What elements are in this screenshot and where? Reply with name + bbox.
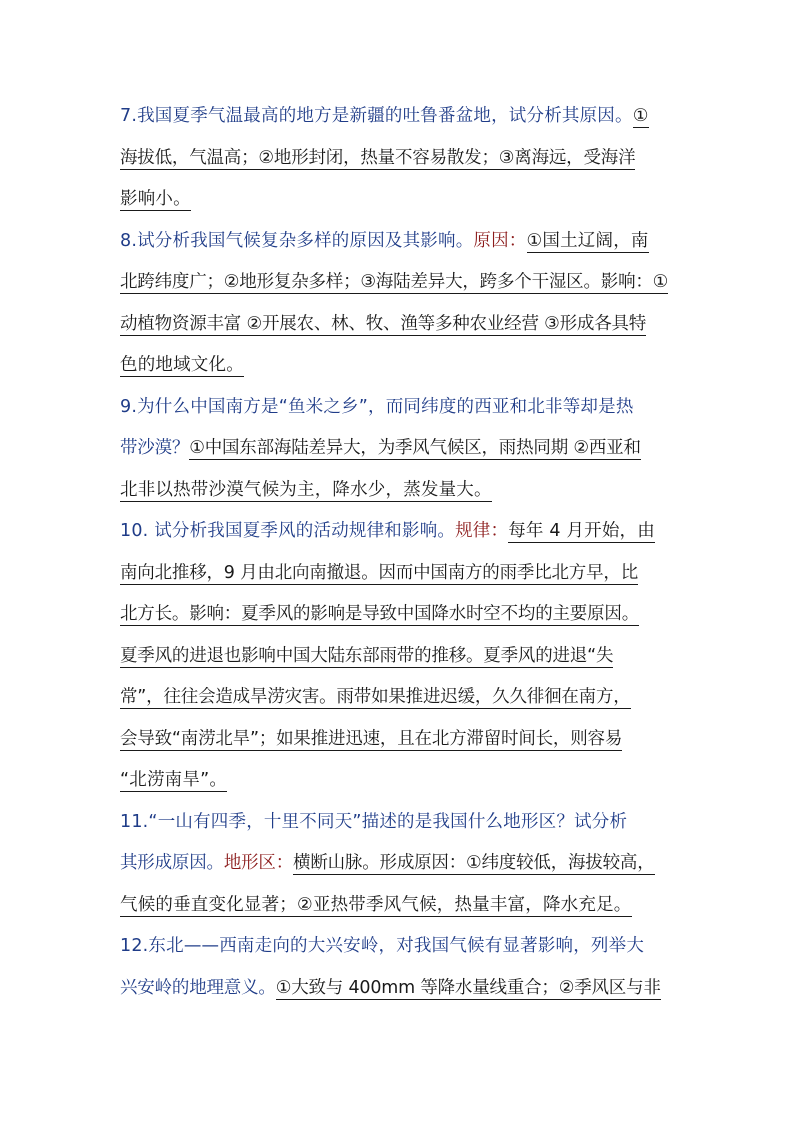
answer-text: 常”，往往会造成旱涝灾害。雨带如果推进迟缓，久久徘徊在南方， <box>120 687 631 707</box>
answer-text: 夏季风的进退也影响中国大陆东部雨带的推移。夏季风的进退“失 <box>120 645 614 666</box>
question-text: 兴安岭的地理意义。 <box>120 977 276 998</box>
answer-text: “北涝南旱”。 <box>120 770 228 790</box>
question-text: 其形成原因。 <box>120 853 224 873</box>
question-text: 7.我国夏季气温最高的地方是新疆的吐鲁番盆地，试分析其原因。 <box>120 106 633 126</box>
answer-text: 影响小。 <box>120 189 191 209</box>
question-text: 带沙漠？ <box>120 438 190 458</box>
answer-text: 横断山脉。形成原因：①纬度较低，海拔较高， <box>293 853 655 873</box>
question-text: 9.为什么中国南方是“鱼米之乡”，而同纬度的西亚和北非等却是热 <box>120 396 634 417</box>
answer-text: 每年 4 月开始，由 <box>508 521 655 541</box>
answer-label: 规律： <box>455 521 509 541</box>
text-line <box>120 885 690 927</box>
answer-text: 会导致“南涝北旱”；如果推进迅速，且在北方滞留时间长，则容易 <box>120 728 623 749</box>
question-text: 12.东北——西南走向的大兴安岭，对我国气候有显著影响，列举大 <box>120 936 645 956</box>
text-line <box>120 968 690 1010</box>
text-line <box>120 843 690 885</box>
text-line <box>120 636 690 678</box>
text-line <box>120 719 690 761</box>
question-text: 10. 试分析我国夏季风的活动规律和影响。 <box>120 521 456 541</box>
answer-text: 南向北推移，9 月由北向南撤退。因而中国南方的雨季比北方早，比 <box>120 562 638 583</box>
answer-text: 北跨纬度广；②地形复杂多样；③海陆差异大，跨多个干湿区。影响：① <box>120 272 669 292</box>
answer-text: ①大致与 400mm 等降水量线重合；②季风区与非 <box>275 977 661 998</box>
answer-label: 地形区： <box>223 853 294 873</box>
answer-text: ① <box>632 106 649 126</box>
text-line <box>120 553 690 595</box>
text-line <box>120 760 690 802</box>
text-line <box>120 304 690 346</box>
text-line <box>120 179 690 221</box>
answer-text: 北方长。影响：夏季风的影响是导致中国降水时空不均的主要原因。 <box>120 604 639 624</box>
text-line <box>120 221 690 263</box>
text-line <box>120 96 690 138</box>
text-line <box>120 262 690 304</box>
question-text: 11.“一山有四季，十里不同天”描述的是我国什么地形区？试分析 <box>120 811 628 832</box>
text-line <box>120 926 690 968</box>
text-line <box>120 594 690 636</box>
answer-text: 动植物资源丰富 ②开展农、林、牧、渔等多种农业经营 ③形成各具特 <box>120 313 647 334</box>
answer-text: ①中国东部海陆差异大，为季风气候区，雨热同期 ②西亚和 <box>189 438 641 458</box>
answer-text: 色的地域文化。 <box>120 355 244 375</box>
text-line <box>120 345 690 387</box>
answer-label: 原因： <box>473 230 527 251</box>
text-line <box>120 138 690 180</box>
qa-text-block <box>120 96 690 1009</box>
answer-text: 北非以热带沙漠气候为主，降水少，蒸发量大。 <box>120 479 492 500</box>
text-line <box>120 802 690 844</box>
question-text: 8.试分析我国气候复杂多样的原因及其影响。 <box>120 230 474 251</box>
text-line <box>120 511 690 553</box>
answer-text: ①国土辽阔，南 <box>526 230 649 251</box>
answer-text: 气候的垂直变化显著；②亚热带季风气候，热量丰富，降水充足。 <box>120 894 632 915</box>
text-line <box>120 387 690 429</box>
text-line <box>120 470 690 512</box>
answer-text: 海拔低，气温高；②地形封闭，热量不容易散发；③离海远，受海洋 <box>120 147 636 168</box>
text-line <box>120 677 690 719</box>
text-line <box>120 428 690 470</box>
